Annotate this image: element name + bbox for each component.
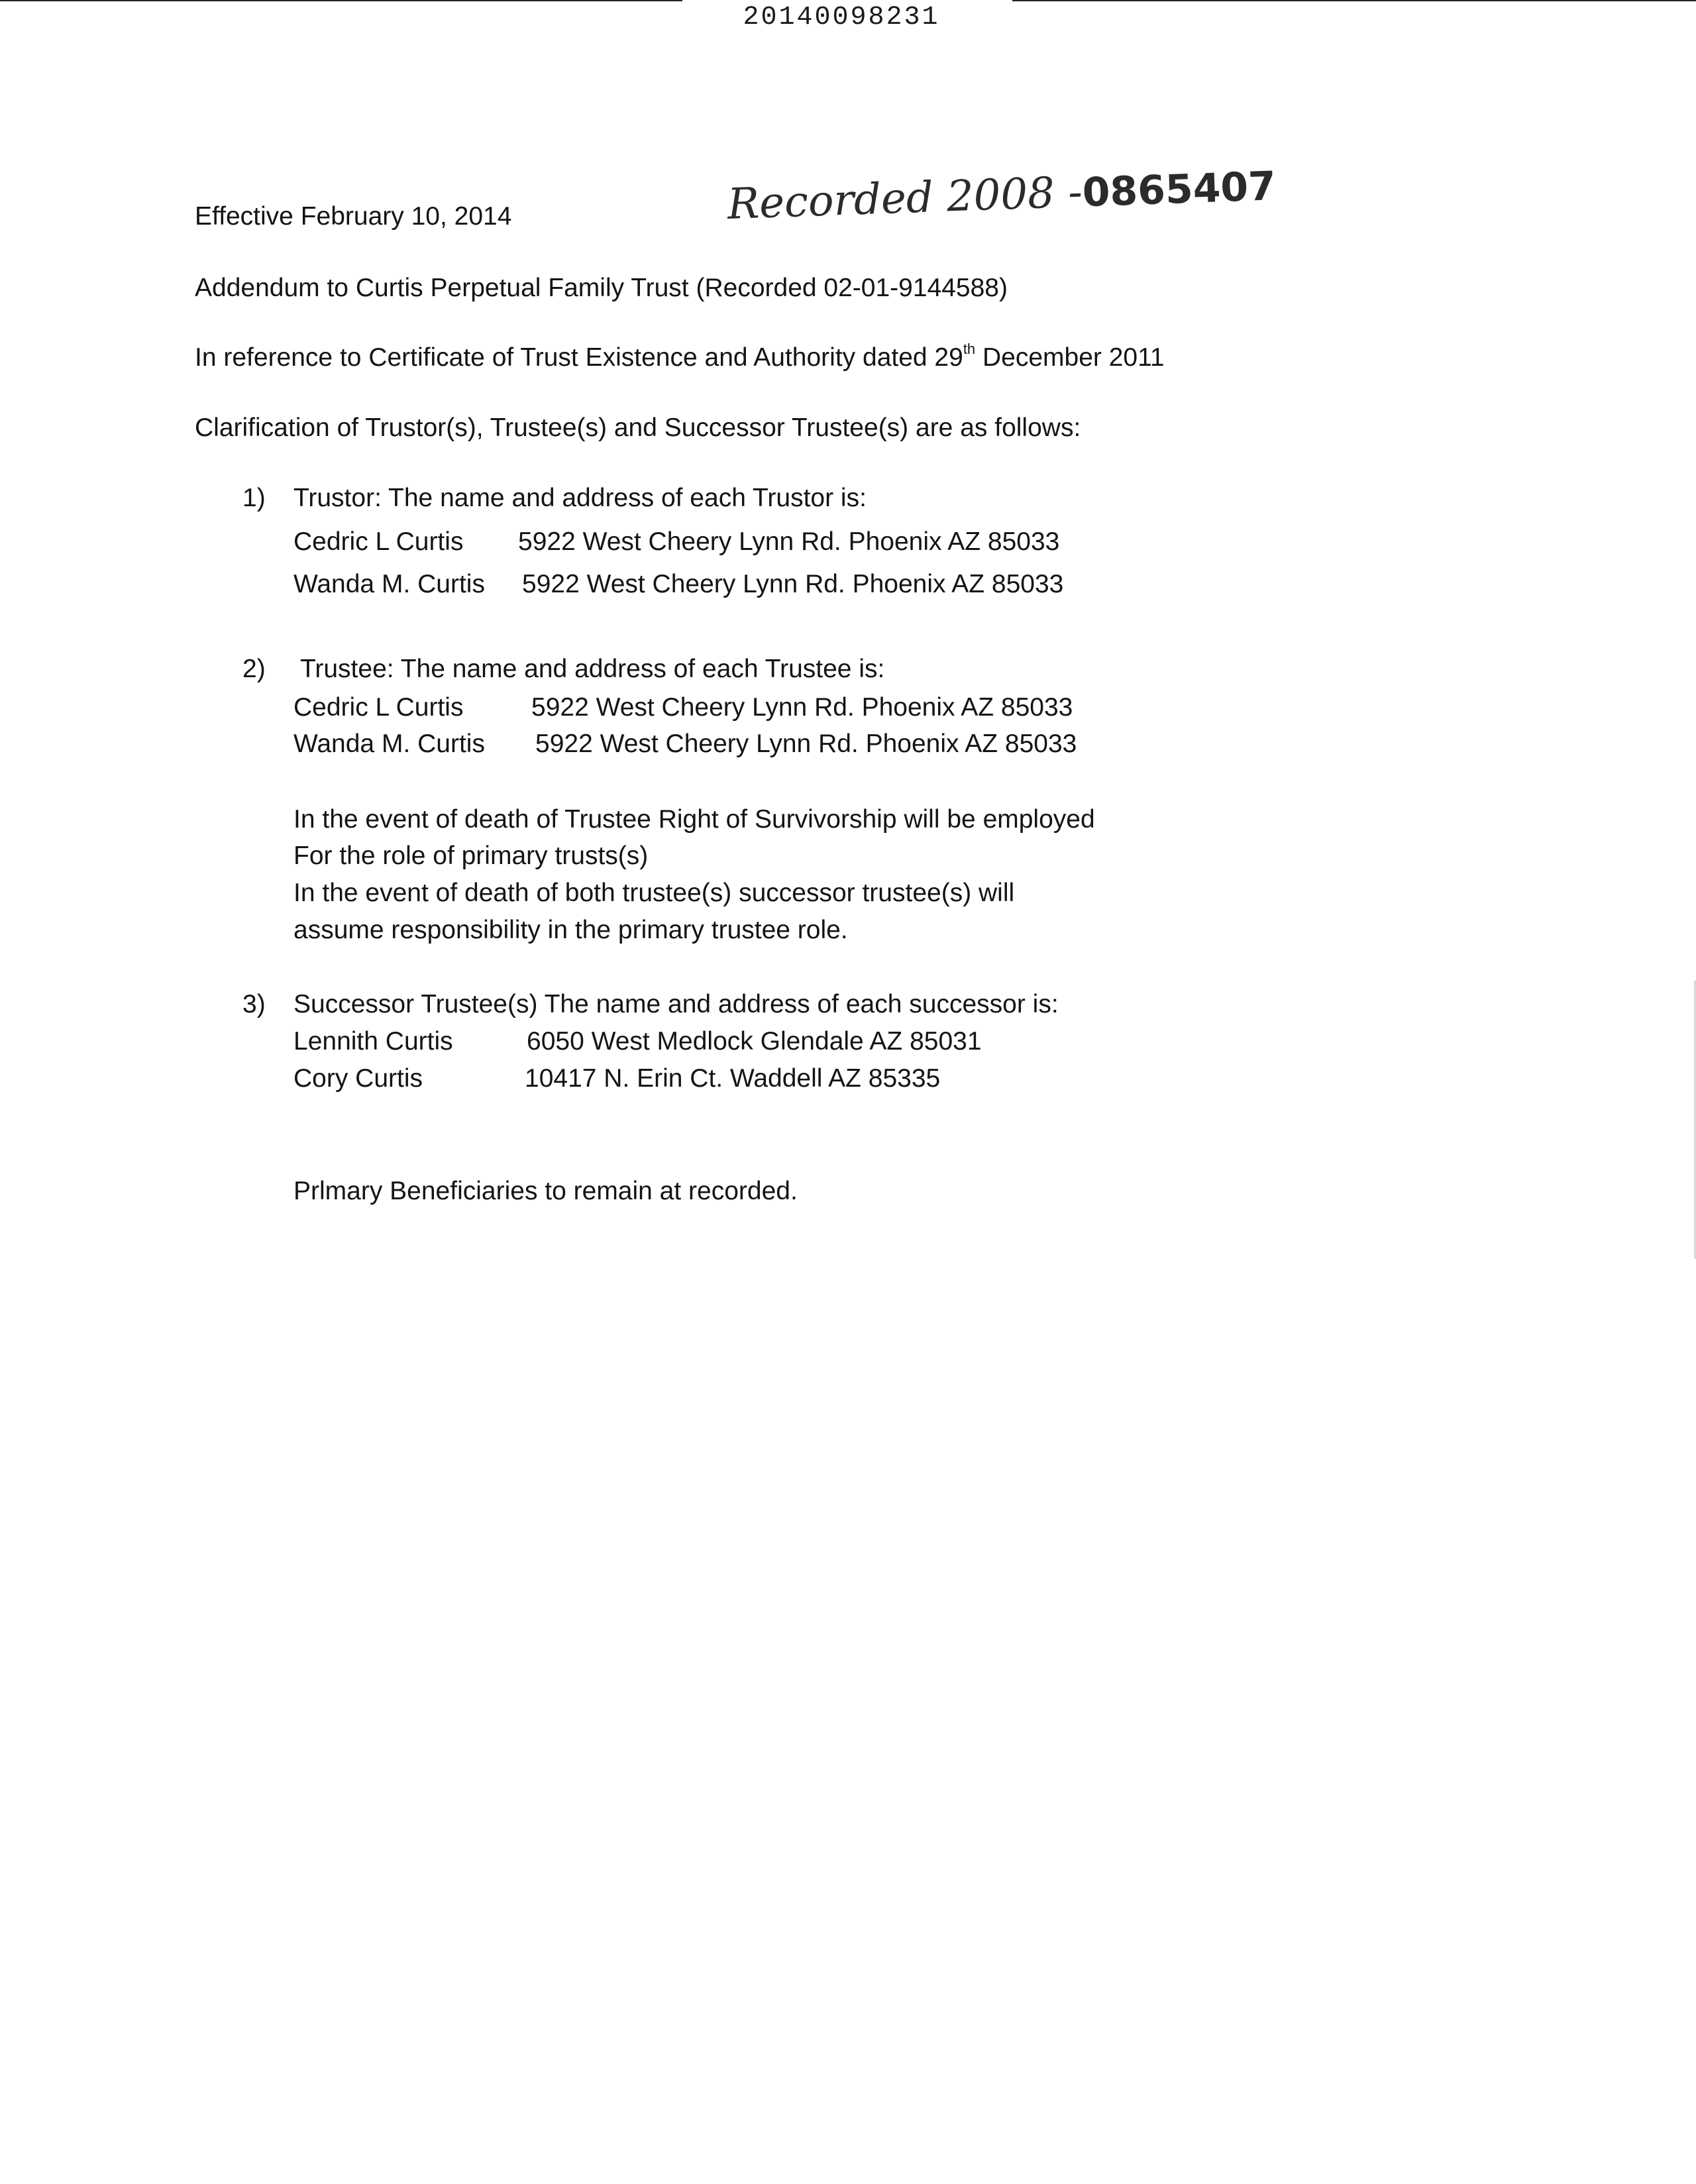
entry-name: Cory Curtis [293, 1064, 423, 1093]
entry-name: Wanda M. Curtis [293, 730, 485, 758]
entry-name: Lennith Curtis [293, 1027, 453, 1056]
entry-address: 5922 West Cheery Lynn Rd. Phoenix AZ 85033 [535, 730, 1077, 758]
handwritten-number: 0865407 [1081, 163, 1277, 217]
handwritten-recorded-note [727, 161, 1277, 229]
section-heading: Successor Trustee(s) The name and address of each successor is: [293, 990, 1059, 1018]
reference-line [195, 341, 1165, 372]
survivorship-note: In the event of death of Trustee Right of Survivorship will be employed [293, 805, 1095, 834]
entry-name: Cedric L Curtis [293, 527, 464, 556]
clarification-line: Clarification of Trustor(s), Trustee(s) and Successor Trustee(s) are as follows: [195, 413, 1081, 442]
closing-statement: Prlmary Beneficiaries to remain at recorded. [293, 1177, 798, 1205]
section-heading: Trustee: The name and address of each Trustee is: [300, 655, 885, 683]
reference-text: In reference to Certificate of Trust Existence and Authority dated 29 [195, 343, 963, 372]
reference-date: December 2011 [975, 343, 1165, 372]
entry-address: 5922 West Cheery Lynn Rd. Phoenix AZ 85033 [522, 570, 1064, 598]
section-number: 1) [242, 484, 266, 512]
reference-superscript: th [963, 341, 976, 357]
handwritten-text: Recorded 2008 - [726, 168, 1083, 229]
survivorship-note: For the role of primary trusts(s) [293, 842, 649, 870]
entry-name: Wanda M. Curtis [293, 570, 485, 598]
section-number: 2) [242, 655, 266, 683]
entry-address: 5922 West Cheery Lynn Rd. Phoenix AZ 85033 [531, 693, 1073, 722]
entry-address: 6050 West Medlock Glendale AZ 85031 [527, 1027, 982, 1056]
entry-address: 10417 N. Erin Ct. Waddell AZ 85335 [525, 1064, 941, 1093]
addendum-title: Addendum to Curtis Perpetual Family Trust (Recorded 02-01-9144588) [195, 274, 1008, 302]
effective-date: Effective February 10, 2014 [195, 202, 512, 231]
entry-address: 5922 West Cheery Lynn Rd. Phoenix AZ 85033 [518, 527, 1060, 556]
scan-border-left [0, 0, 682, 1]
section-number: 3) [242, 990, 266, 1018]
scan-border-right [1012, 0, 1696, 1]
recording-number: 20140098231 [743, 3, 940, 32]
section-heading: Trustor: The name and address of each Trustor is: [293, 484, 867, 512]
survivorship-note: In the event of death of both trustee(s) successor trustee(s) will [293, 879, 1015, 907]
survivorship-note: assume responsibility in the primary trustee role. [293, 916, 848, 944]
entry-name: Cedric L Curtis [293, 693, 464, 722]
